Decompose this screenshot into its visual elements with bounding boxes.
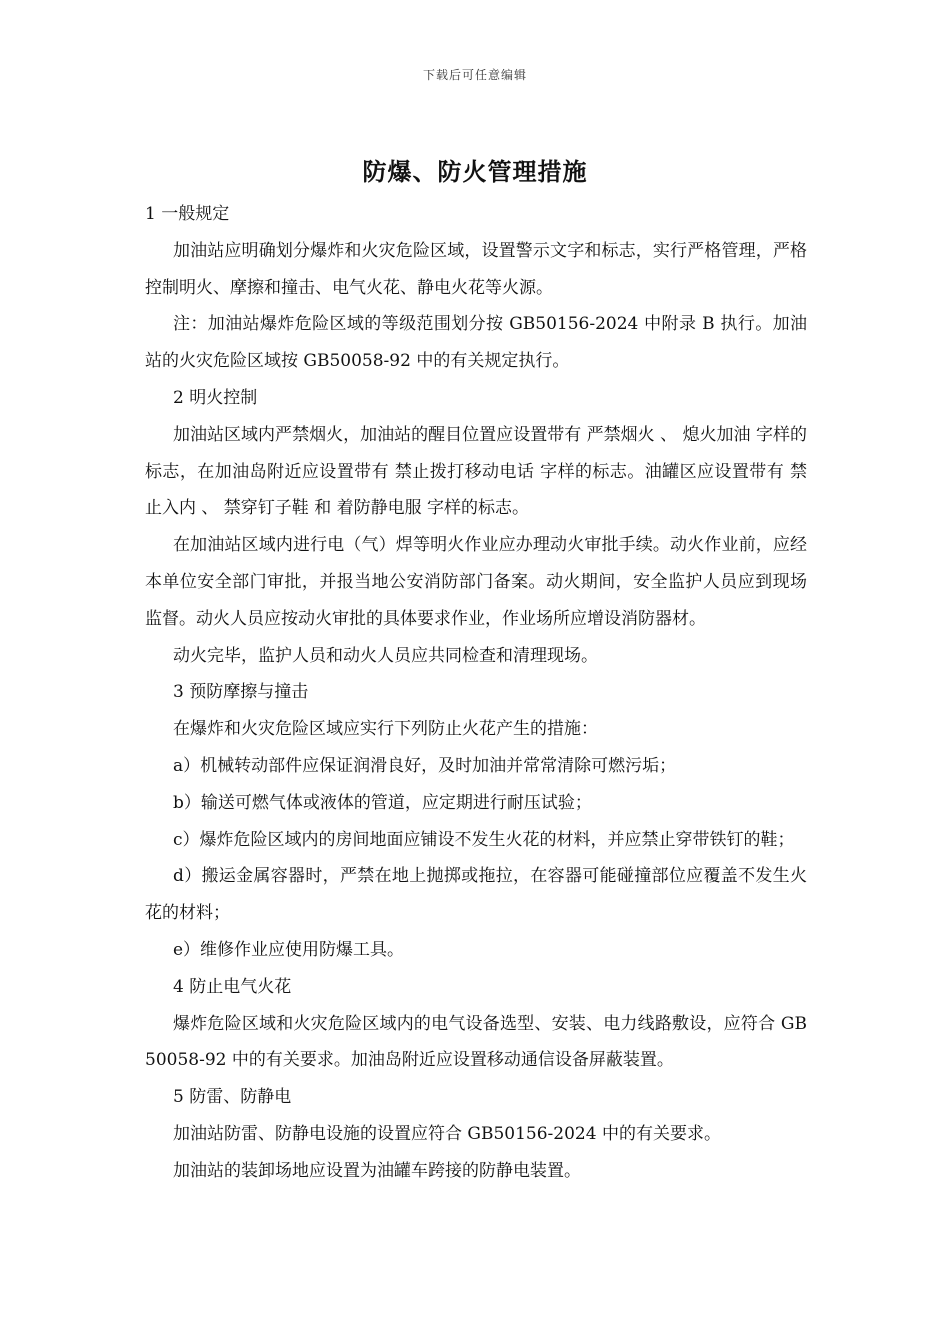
section-heading-open-flame: 2 明火控制 (173, 387, 258, 408)
list-item-b: b）输送可燃气体或液体的管道，应定期进行耐压试验； (173, 792, 592, 813)
paragraph-open-flame-signs: 加油站区域内严禁烟火，加油站的醒目位置应设置带有 严禁烟火 、 熄火加油 字样的标志，在加油岛附近应设置带有 禁止拨打移动电话 字样的标志。油罐区应设置带有 禁止入内 、 禁穿钉子鞋 和 着防静电服 字样的标志。 (145, 424, 807, 519)
document-title: 防爆、防火管理措施 (362, 157, 588, 186)
paragraph-general: 加油站应明确划分爆炸和火灾危险区域，设置警示文字和标志，实行严格管理，严格控制明火、摩擦和撞击、电气火花、静电火花等火源。 (145, 240, 807, 298)
list-item-e: e）维修作业应使用防爆工具。 (173, 939, 405, 960)
section-heading-friction: 3 预防摩擦与撞击 (173, 682, 309, 703)
paragraph-lightning: 加油站防雷、防静电设施的设置应符合 GB50156-2024 中的有关要求。 (173, 1123, 721, 1144)
section-heading-general: 1 一般规定 (145, 204, 230, 224)
list-item-a: a）机械转动部件应保证润滑良好，及时加油并常常清除可燃污垢； (173, 755, 677, 776)
paragraph-static-device: 加油站的装卸场地应设置为油罐车跨接的防静电装置。 (173, 1160, 581, 1181)
paragraph-electrical: 爆炸危险区域和火灾危险区域内的电气设备选型、安装、电力线路敷设，应符合 GB50058-92 中的有关要求。加油岛附近应设置移动通信设备屏蔽装置。 (145, 1013, 807, 1071)
paragraph-hot-work-finish: 动火完毕，监护人员和动火人员应共同检查和清理现场。 (173, 645, 598, 666)
document-body (145, 196, 807, 1190)
list-item-c: c）爆炸危险区域内的房间地面应铺设不发生火花的材料，并应禁止穿带铁钉的鞋； (173, 829, 795, 850)
paragraph-hot-work-approval: 在加油站区域内进行电（气）焊等明火作业应办理动火审批手续。动火作业前，应经本单位安全部门审批，并报当地公安消防部门备案。动火期间，安全监护人员应到现场监督。动火人员应按动火审批的具体要求作业，作业场所应增设消防器材。 (145, 535, 807, 629)
header-note: 下载后可任意编辑 (422, 68, 527, 82)
section-heading-electrical: 4 防止电气火花 (173, 976, 292, 997)
section-heading-lightning: 5 防雷、防静电 (173, 1087, 292, 1108)
paragraph-friction-intro: 在爆炸和火灾危险区域应实行下列防止火花产生的措施： (173, 719, 598, 740)
paragraph-note: 注：加油站爆炸危险区域的等级范围划分按 GB50156-2024 中附录 B 执行。加油站的火灾危险区域按 GB50058-92 中的有关规定执行。 (145, 314, 807, 372)
list-item-d: d）搬运金属容器时，严禁在地上抛掷或拖拉，在容器可能碰撞部位应覆盖不发生火花的材料； (145, 866, 807, 924)
